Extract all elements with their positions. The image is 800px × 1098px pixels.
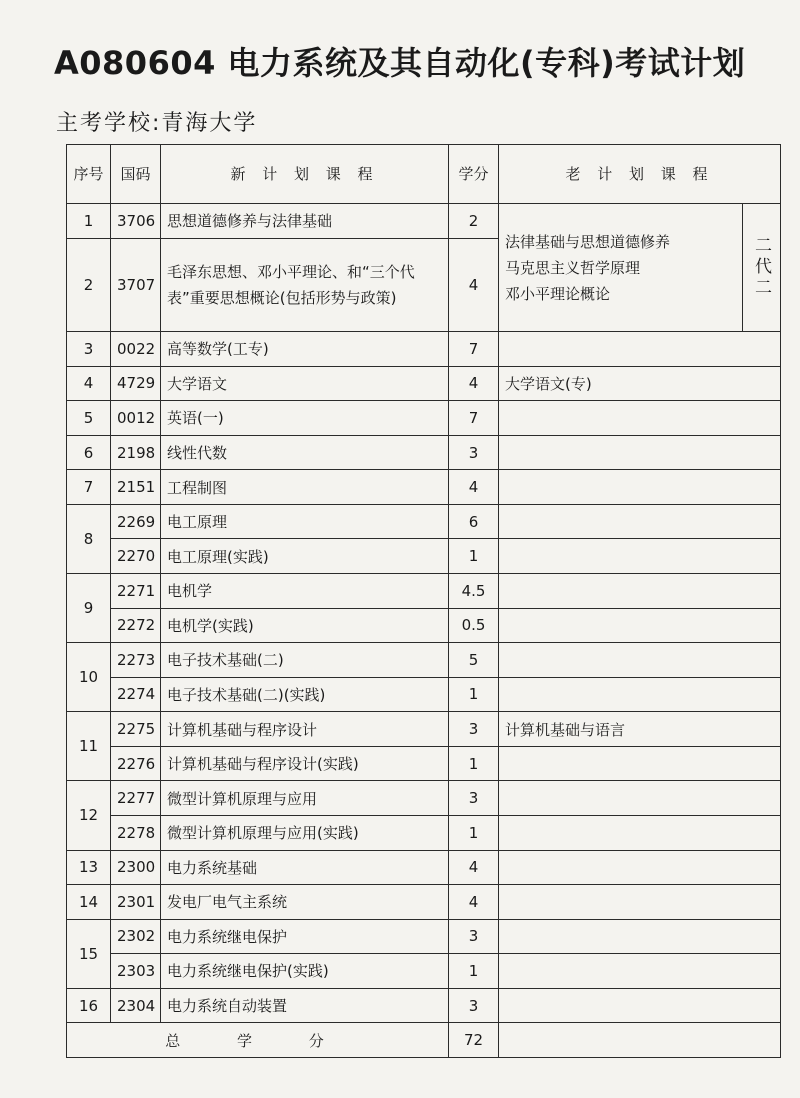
row-credit: 4 (449, 850, 499, 885)
header-no: 序号 (67, 145, 111, 204)
row-course: 计算机基础与程序设计 (161, 712, 449, 747)
row-credit: 4 (449, 366, 499, 401)
row-code: 2269 (111, 504, 161, 539)
table-row (67, 885, 781, 920)
row-no: 10 (67, 643, 111, 712)
row-credit: 3 (449, 781, 499, 816)
old-course-line: 马克思主义哲学原理 (505, 258, 641, 277)
row-no: 11 (67, 712, 111, 781)
row-code: 2302 (111, 919, 161, 954)
total-credit: 72 (449, 1023, 499, 1058)
row-credit: 3 (449, 435, 499, 470)
old-course-line: 法律基础与思想道德修养 (505, 232, 671, 251)
table-row (67, 608, 781, 643)
row-code: 2278 (111, 815, 161, 850)
row-course: 电力系统继电保护(实践) (161, 954, 449, 989)
row-code: 2273 (111, 643, 161, 678)
row-old-course (499, 919, 781, 954)
row-old-course (499, 850, 781, 885)
row-credit: 1 (449, 954, 499, 989)
row-code: 2272 (111, 608, 161, 643)
row-credit: 4.5 (449, 574, 499, 609)
table-header-row (67, 145, 781, 204)
row-code: 3706 (111, 203, 161, 238)
row-credit: 3 (449, 712, 499, 747)
row-credit: 4 (449, 238, 499, 332)
row-credit: 1 (449, 677, 499, 712)
table-row (67, 470, 781, 505)
row-old-course (499, 746, 781, 781)
row-credit: 1 (449, 746, 499, 781)
table-row (67, 574, 781, 609)
header-new-course: 新 计 划 课 程 (161, 145, 449, 204)
row-code: 2198 (111, 435, 161, 470)
row-code: 2151 (111, 470, 161, 505)
table-row (67, 504, 781, 539)
table-row (67, 746, 781, 781)
row-code: 2275 (111, 712, 161, 747)
row-code: 2277 (111, 781, 161, 816)
row-old-course (499, 885, 781, 920)
row-code: 4729 (111, 366, 161, 401)
row-old-course (499, 332, 781, 367)
row-course: 电力系统继电保护 (161, 919, 449, 954)
row-old-course (499, 470, 781, 505)
row-no: 9 (67, 574, 111, 643)
row-old-course (499, 574, 781, 609)
row-course: 计算机基础与程序设计(实践) (161, 746, 449, 781)
row-course: 英语(一) (161, 401, 449, 436)
exam-school: 主考学校:青海大学 (56, 111, 258, 136)
row-credit: 7 (449, 401, 499, 436)
row-credit: 7 (449, 332, 499, 367)
row-credit: 2 (449, 203, 499, 238)
row-credit: 4 (449, 885, 499, 920)
row-old-course (499, 815, 781, 850)
table-row (67, 712, 781, 747)
row-code: 2276 (111, 746, 161, 781)
row-code: 3707 (111, 238, 161, 332)
row-code: 2271 (111, 574, 161, 609)
row-old-course (499, 401, 781, 436)
row-code: 2270 (111, 539, 161, 574)
row-credit: 4 (449, 470, 499, 505)
row-old-course (499, 677, 781, 712)
row-code: 2300 (111, 850, 161, 885)
row-course: 微型计算机原理与应用 (161, 781, 449, 816)
row-code: 0022 (111, 332, 161, 367)
total-label: 总 学 分 (67, 1023, 449, 1058)
row-course: 电工原理(实践) (161, 539, 449, 574)
row-no: 4 (67, 366, 111, 401)
old-course-side-note: 二代二 (751, 236, 771, 300)
header-old-course: 老 计 划 课 程 (499, 145, 781, 204)
row-code: 0012 (111, 401, 161, 436)
row-old-course (499, 781, 781, 816)
row-no: 14 (67, 885, 111, 920)
table-row (67, 435, 781, 470)
table-row (67, 401, 781, 436)
row-old-course (499, 608, 781, 643)
row-no: 7 (67, 470, 111, 505)
row-old-course: 大学语文(专) (499, 366, 781, 401)
row-no: 16 (67, 988, 111, 1023)
row-no: 13 (67, 850, 111, 885)
row-course: 电力系统基础 (161, 850, 449, 885)
row-credit: 1 (449, 815, 499, 850)
row-course: 电子技术基础(二)(实践) (161, 677, 449, 712)
row-no: 15 (67, 919, 111, 988)
old-course-line: 邓小平理论概论 (505, 284, 611, 303)
header-code: 国码 (111, 145, 161, 204)
row-code: 2304 (111, 988, 161, 1023)
row-old-course (499, 954, 781, 989)
row-course: 发电厂电气主系统 (161, 885, 449, 920)
row-old-course (499, 643, 781, 678)
row-old-course (499, 988, 781, 1023)
table-row (67, 850, 781, 885)
table-row (67, 203, 781, 238)
exam-plan-table (66, 144, 781, 1058)
row-no: 12 (67, 781, 111, 850)
table-row (67, 366, 781, 401)
table-row (67, 954, 781, 989)
total-old-course (499, 1023, 781, 1058)
row-course: 线性代数 (161, 435, 449, 470)
table-row (67, 332, 781, 367)
table-row (67, 988, 781, 1023)
row-course: 电子技术基础(二) (161, 643, 449, 678)
row-course: 大学语文 (161, 366, 449, 401)
row-course: 电机学(实践) (161, 608, 449, 643)
row-code: 2301 (111, 885, 161, 920)
row-no: 5 (67, 401, 111, 436)
total-row (67, 1023, 781, 1058)
row-course: 电工原理 (161, 504, 449, 539)
table-row (67, 539, 781, 574)
row-no: 6 (67, 435, 111, 470)
row-credit: 6 (449, 504, 499, 539)
table-row (67, 677, 781, 712)
old-course-side-cell (743, 203, 781, 331)
row-old-course (499, 539, 781, 574)
row-no: 2 (67, 238, 111, 332)
row-credit: 3 (449, 919, 499, 954)
row-course: 高等数学(工专) (161, 332, 449, 367)
row-code: 2303 (111, 954, 161, 989)
header-credit: 学分 (449, 145, 499, 204)
row-course: 毛泽东思想、邓小平理论、和“三个代表”重要思想概论(包括形势与政策) (161, 238, 449, 332)
row-no: 3 (67, 332, 111, 367)
row-old-course: 计算机基础与语言 (499, 712, 781, 747)
row-no: 1 (67, 203, 111, 238)
table-row (67, 781, 781, 816)
row-no: 8 (67, 504, 111, 573)
table-row (67, 815, 781, 850)
row-old-course (499, 504, 781, 539)
row-credit: 0.5 (449, 608, 499, 643)
row-credit: 5 (449, 643, 499, 678)
row-course: 电机学 (161, 574, 449, 609)
row-course: 电力系统自动装置 (161, 988, 449, 1023)
row-course: 微型计算机原理与应用(实践) (161, 815, 449, 850)
table-row (67, 919, 781, 954)
table-row (67, 643, 781, 678)
old-course-group (499, 203, 743, 331)
row-credit: 3 (449, 988, 499, 1023)
row-code: 2274 (111, 677, 161, 712)
row-credit: 1 (449, 539, 499, 574)
row-old-course (499, 435, 781, 470)
document-title: A080604 电力系统及其自动化(专科)考试计划 (54, 44, 746, 82)
row-course: 工程制图 (161, 470, 449, 505)
row-course: 思想道德修养与法律基础 (161, 203, 449, 238)
